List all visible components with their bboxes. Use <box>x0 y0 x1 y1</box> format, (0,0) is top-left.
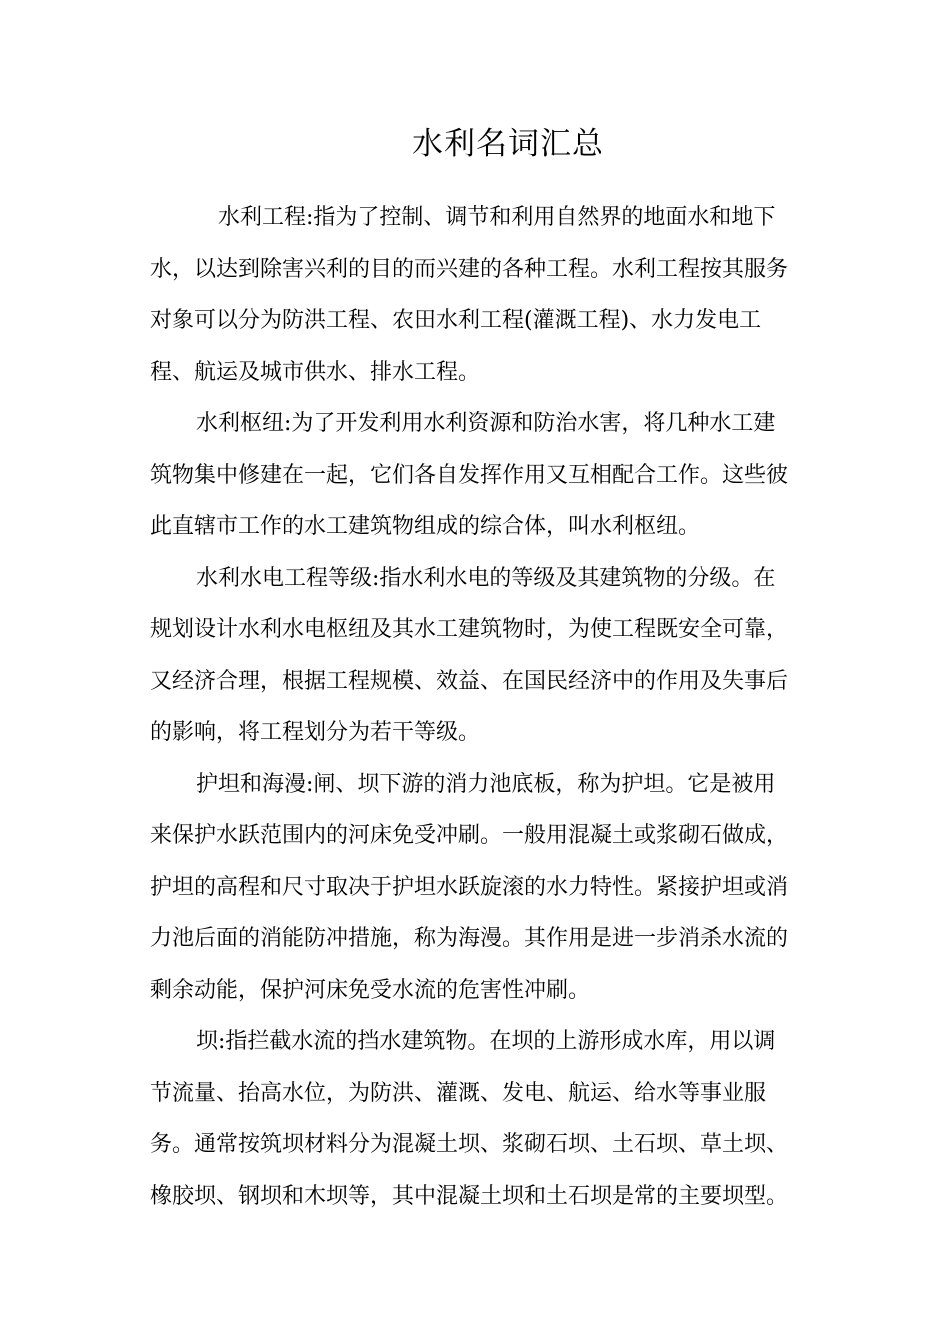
text-line: 程、航运及城市供水、排水工程。 <box>150 359 481 385</box>
text-line: 对象可以分为防洪工程、农田水利工程(灌溉工程)、水力发电工 <box>150 308 762 333</box>
text-line: 力池后面的消能防冲措施，称为海漫。其作用是进一步消杀水流的 <box>150 926 789 951</box>
text-line: 此直辖市工作的水工建筑物组成的综合体，叫水利枢纽。 <box>150 514 701 539</box>
text-line: 规划设计水利水电枢纽及其水工建筑物时，为使工程既安全可靠， <box>150 617 789 642</box>
text-line: 的影响，将工程划分为若干等级。 <box>150 720 481 745</box>
paragraph-apron-and-riprap <box>150 759 810 1017</box>
text-line: 护坦和海漫:闸、坝下游的消力池底板，称为护坦。它是被用 <box>196 771 776 797</box>
paragraph-water-conservancy-project <box>150 192 810 398</box>
text-line: 坝:指拦截水流的挡水建筑物。在坝的上游形成水库，用以调 <box>196 1029 776 1054</box>
text-line: 护坦的高程和尺寸取决于护坦水跃旋滚的水力特性。紧接护坦或消 <box>150 874 789 900</box>
page-title: 水利名词汇总 <box>412 126 604 162</box>
paragraph-hydro-junction <box>150 398 810 553</box>
paragraph-project-grade <box>150 553 810 759</box>
document-body <box>150 192 810 1222</box>
text-line: 筑物集中修建在一起，它们各自发挥作用又互相配合工作。这些彼 <box>150 462 789 488</box>
text-line: 水利枢纽:为了开发利用水利资源和防治水害，将几种水工建 <box>196 411 776 436</box>
text-line: 水，以达到除害兴利的目的而兴建的各种工程。水利工程按其服务 <box>150 256 789 282</box>
text-line: 节流量、抬高水位，为防洪、灌溉、发电、航运、给水等事业服 <box>150 1080 767 1106</box>
text-line: 橡胶坝、钢坝和木坝等，其中混凝土坝和土石坝是常的主要坝型。 <box>150 1183 789 1209</box>
text-line: 又经济合理，根据工程规模、效益、在国民经济中的作用及失事后 <box>150 668 789 694</box>
text-line: 水利工程:指为了控制、调节和利用自然界的地面水和地下 <box>218 205 776 230</box>
text-line: 剩余动能，保护河床免受水流的危害性冲刷。 <box>150 977 591 1003</box>
text-line: 务。通常按筑坝材料分为混凝土坝、浆砌石坝、土石坝、草土坝、 <box>150 1132 789 1157</box>
text-line: 水利水电工程等级:指水利水电的等级及其建筑物的分级。在 <box>196 565 776 591</box>
paragraph-dam <box>150 1016 810 1222</box>
text-line: 来保护水跃范围内的河床免受冲刷。一般用混凝土或浆砌石做成， <box>150 823 789 848</box>
